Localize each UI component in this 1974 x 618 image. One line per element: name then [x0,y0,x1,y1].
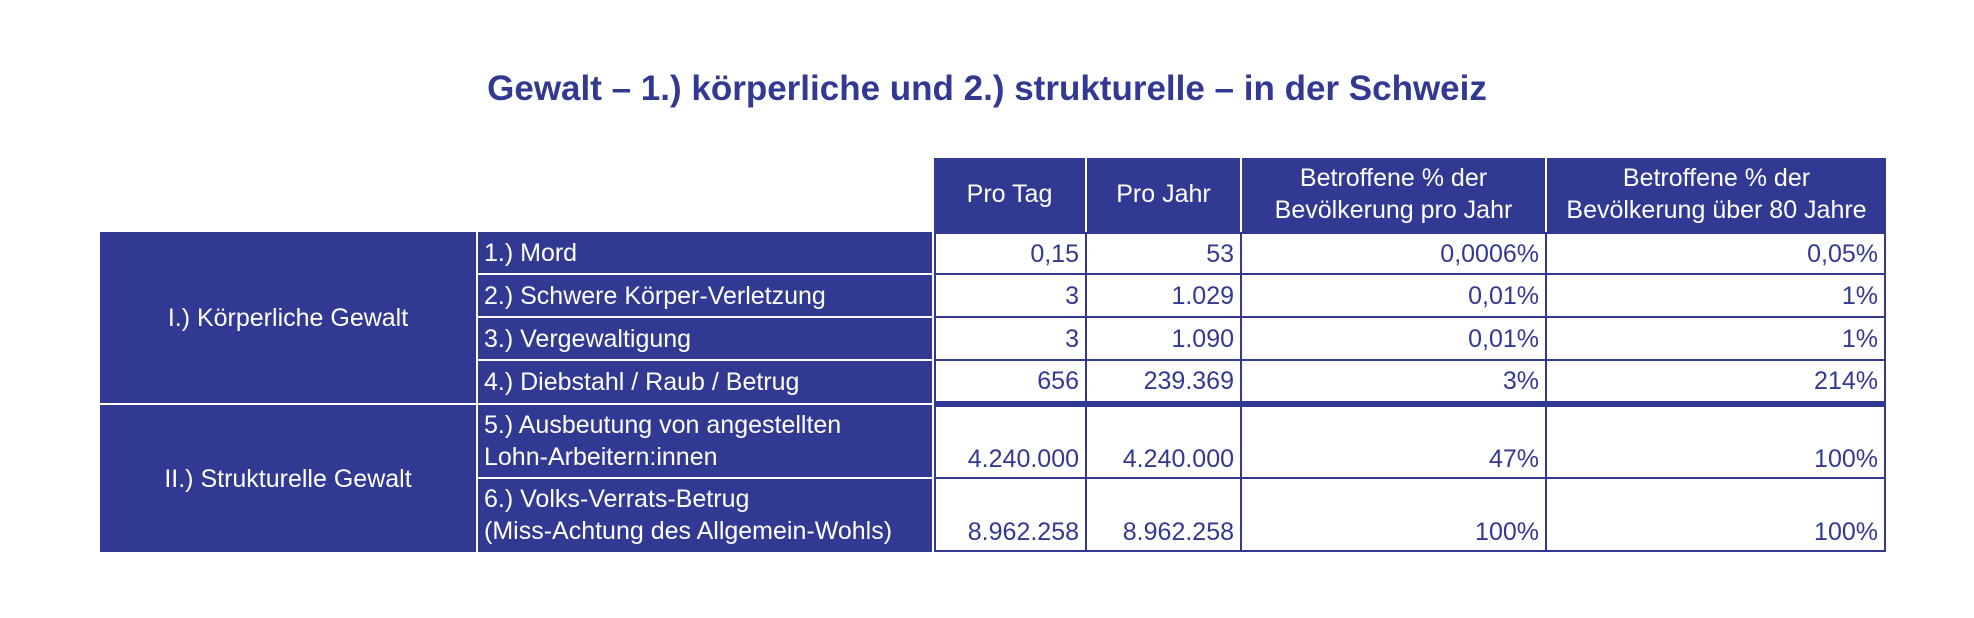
cell-ausbeutung-pro-tag: 4.240.000 [934,405,1087,479]
row-label-ausbeutung [478,405,932,477]
cell-mord-pro-jahr: 53 [1085,232,1242,275]
row-label-volksverrat [478,479,932,552]
cell-ausbeutung-pro-jahr: 4.240.000 [1085,405,1242,479]
cell-diebstahl-pro-tag: 656 [934,359,1087,403]
header-pro-jahr: Pro Jahr [1087,158,1240,232]
cell-mord-pro-tag: 0,15 [934,232,1087,275]
cell-volksverrat-pct-80: 100% [1545,477,1886,552]
header-pct-jahr: Betroffene % der Bevölkerung pro Jahr [1242,158,1545,232]
cell-diebstahl-pct-80: 214% [1545,359,1886,403]
cell-vergewaltigung-pct-jahr: 0,01% [1240,316,1547,361]
cell-vergewaltigung-pct-80: 1% [1545,316,1886,361]
cell-diebstahl-pct-jahr: 3% [1240,359,1547,403]
cell-mord-pct-jahr: 0,0006% [1240,232,1547,275]
group-strukturelle-gewalt: II.) Strukturelle Gewalt [100,405,476,552]
header-pct-80: Betroffene % der Bevölkerung über 80 Jahre [1547,158,1886,232]
cell-mord-pct-80: 0,05% [1545,232,1886,275]
cell-koerperverletzung-pct-jahr: 0,01% [1240,273,1547,318]
row-label-ausbeutung-line1: 5.) Ausbeutung von angestellten [484,411,842,439]
cell-vergewaltigung-pro-jahr: 1.090 [1085,316,1242,361]
group-koerperliche-gewalt: I.) Körperliche Gewalt [100,232,476,403]
page-title: Gewalt – 1.) körperliche und 2.) strukturelle – in der Schweiz [487,69,1487,108]
header-pro-tag: Pro Tag [934,158,1085,232]
row-label-mord: 1.) Mord [478,232,932,273]
row-label-volksverrat-line1: 6.) Volks-Verrats-Betrug [484,485,750,513]
cell-volksverrat-pro-jahr: 8.962.258 [1085,477,1242,552]
cell-koerperverletzung-pro-jahr: 1.029 [1085,273,1242,318]
row-label-vergewaltigung: 3.) Vergewaltigung [478,318,932,359]
cell-koerperverletzung-pro-tag: 3 [934,273,1087,318]
row-label-koerperverletzung: 2.) Schwere Körper-Verletzung [478,275,932,316]
row-label-volksverrat-line2: (Miss-Achtung des Allgemein-Wohls) [484,517,893,545]
cell-volksverrat-pro-tag: 8.962.258 [934,477,1087,552]
cell-koerperverletzung-pct-80: 1% [1545,273,1886,318]
cell-ausbeutung-pct-jahr: 47% [1240,405,1547,479]
cell-volksverrat-pct-jahr: 100% [1240,477,1547,552]
cell-diebstahl-pro-jahr: 239.369 [1085,359,1242,403]
cell-vergewaltigung-pro-tag: 3 [934,316,1087,361]
cell-ausbeutung-pct-80: 100% [1545,405,1886,479]
row-label-ausbeutung-line2: Lohn-Arbeitern:innen [484,443,718,471]
row-label-diebstahl: 4.) Diebstahl / Raub / Betrug [478,361,932,403]
